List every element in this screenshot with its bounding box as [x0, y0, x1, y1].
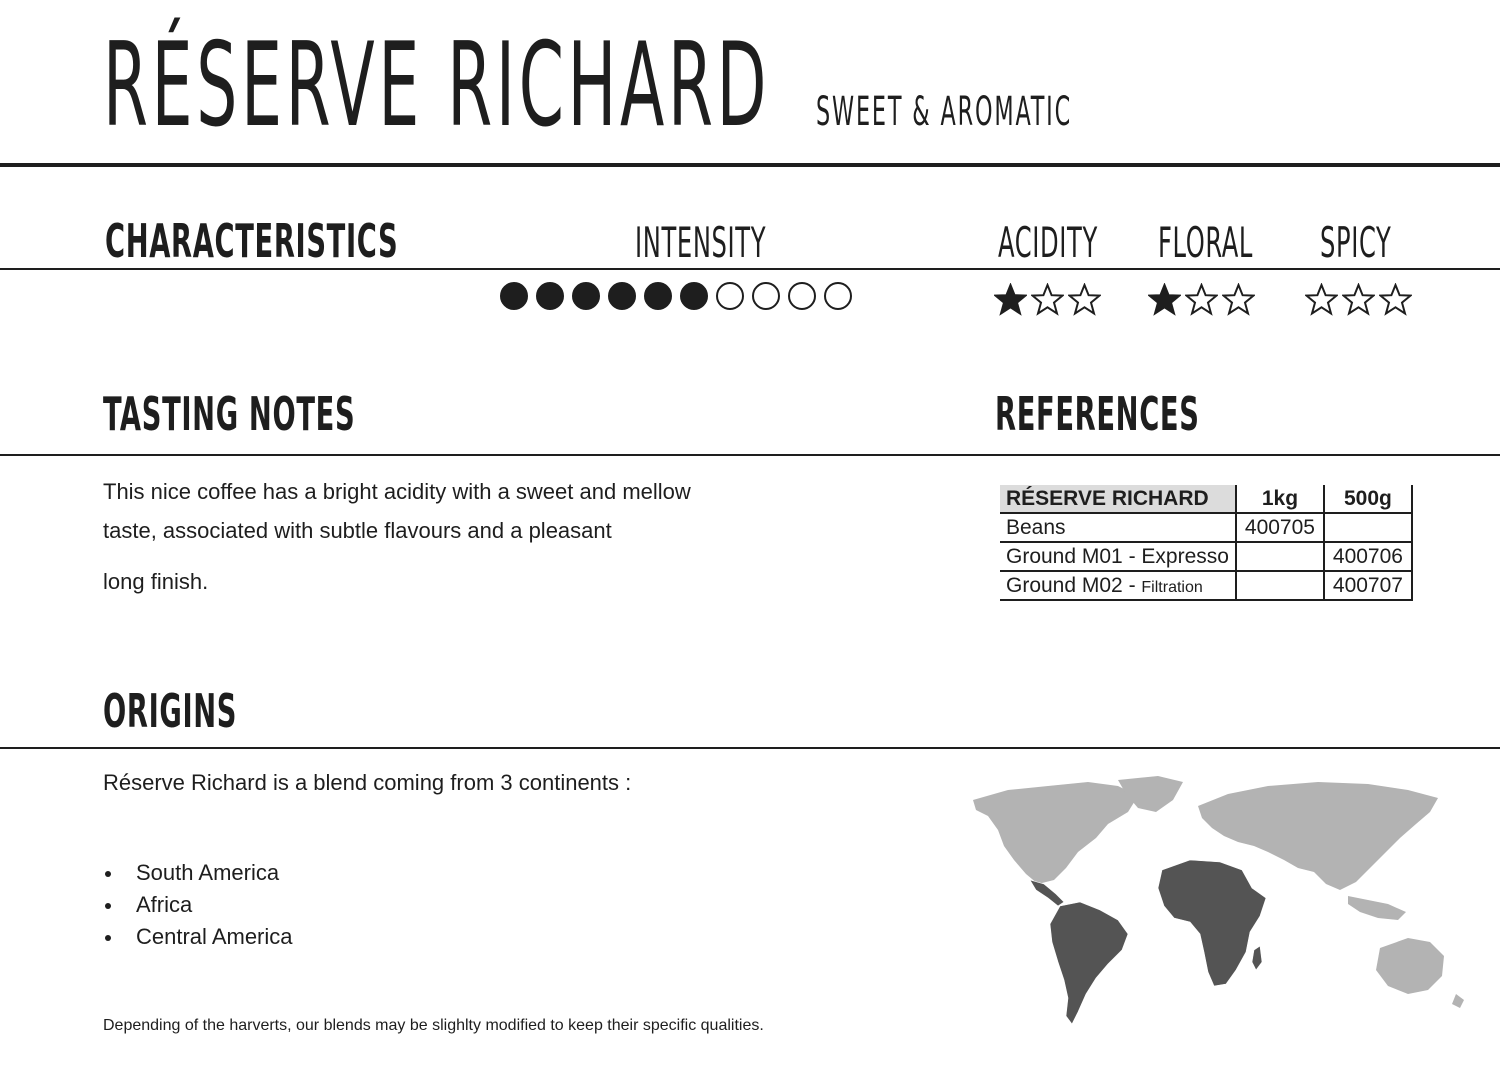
star-filled-icon: [994, 283, 1027, 316]
star-empty-icon: [1379, 283, 1412, 316]
1kg-header: 1kg: [1236, 485, 1324, 513]
central-america-shape: [1030, 880, 1064, 906]
row-500g: 400706: [1324, 542, 1412, 571]
spicy-rating: [1305, 283, 1412, 316]
origins-divider: [0, 747, 1500, 749]
list-item: Central America: [103, 921, 293, 953]
intensity-dot-empty: [752, 282, 780, 310]
intensity-rating: [500, 282, 852, 310]
page-title: RÉSERVE RICHARD: [103, 18, 771, 153]
north-america-shape: [973, 782, 1138, 884]
intensity-dot-filled: [500, 282, 528, 310]
intensity-dot-filled: [608, 282, 636, 310]
row-1kg: 400705: [1236, 513, 1324, 542]
new-zealand-shape: [1452, 994, 1464, 1008]
footnote: Depending of the harverts, our blends may be slighlty modified to keep their specific qualities.: [103, 1017, 764, 1034]
star-empty-icon: [1031, 283, 1064, 316]
star-empty-icon: [1185, 283, 1218, 316]
row-name-suffix: Filtration: [1141, 578, 1203, 596]
spicy-label: SPICY: [1320, 218, 1392, 267]
intensity-label: INTENSITY: [635, 218, 767, 267]
tasting-notes-line-1: This nice coffee has a bright acidity with a sweet and mellow: [103, 479, 691, 504]
intensity-dot-empty: [824, 282, 852, 310]
row-name: [1000, 571, 1236, 600]
origins-heading: ORIGINS: [103, 684, 238, 738]
intensity-dot-filled: [536, 282, 564, 310]
tasting-notes-heading: TASTING NOTES: [103, 387, 356, 441]
row-name: Ground M01 - Expresso: [1000, 542, 1236, 571]
list-item: Africa: [103, 889, 293, 921]
star-empty-icon: [1305, 283, 1338, 316]
page-subtitle: SWEET & AROMATIC: [816, 89, 1073, 135]
row-name: Beans: [1000, 513, 1236, 542]
row-name-main: Ground M02 -: [1006, 573, 1142, 597]
world-map: [968, 772, 1478, 1032]
acidity-rating: [994, 283, 1101, 316]
south-america-shape: [1050, 902, 1128, 1024]
table-row: [1000, 571, 1412, 600]
origins-intro: Réserve Richard is a blend coming from 3 continents :: [103, 770, 632, 795]
product-name-header: RÉSERVE RICHARD: [1000, 485, 1236, 513]
row-1kg: [1236, 571, 1324, 600]
tasting-notes-line-3: long finish.: [103, 569, 209, 594]
intensity-dot-filled: [572, 282, 600, 310]
intensity-dot-filled: [680, 282, 708, 310]
header-divider: [0, 163, 1500, 167]
star-filled-icon: [1148, 283, 1181, 316]
star-empty-icon: [1068, 283, 1101, 316]
tasting-notes-line-2: taste, associated with subtle flavours and a pleasant: [103, 518, 612, 543]
map-highlighted-regions: [1030, 860, 1266, 1024]
australia-shape: [1376, 938, 1444, 994]
southeast-asia-shape: [1348, 896, 1406, 920]
floral-label: FLORAL: [1158, 218, 1254, 267]
origins-list: [103, 857, 293, 953]
table-row: [1000, 513, 1412, 542]
acidity-label: ACIDITY: [998, 218, 1098, 267]
intensity-dot-filled: [644, 282, 672, 310]
star-empty-icon: [1222, 283, 1255, 316]
star-empty-icon: [1342, 283, 1375, 316]
intensity-dot-empty: [788, 282, 816, 310]
characteristics-heading: CHARACTERISTICS: [105, 214, 399, 268]
africa-shape: [1158, 860, 1266, 986]
madagascar-shape: [1252, 946, 1262, 970]
tasting-notes-divider: [0, 454, 1500, 456]
references-header-row: [1000, 485, 1412, 513]
intensity-dot-empty: [716, 282, 744, 310]
list-item: South America: [103, 857, 293, 889]
characteristics-divider: [0, 268, 1500, 270]
row-500g: [1324, 513, 1412, 542]
row-500g: 400707: [1324, 571, 1412, 600]
row-1kg: [1236, 542, 1324, 571]
floral-rating: [1148, 283, 1255, 316]
table-row: [1000, 542, 1412, 571]
500g-header: 500g: [1324, 485, 1412, 513]
references-table: [1000, 485, 1413, 601]
references-heading: REFERENCES: [995, 387, 1200, 441]
